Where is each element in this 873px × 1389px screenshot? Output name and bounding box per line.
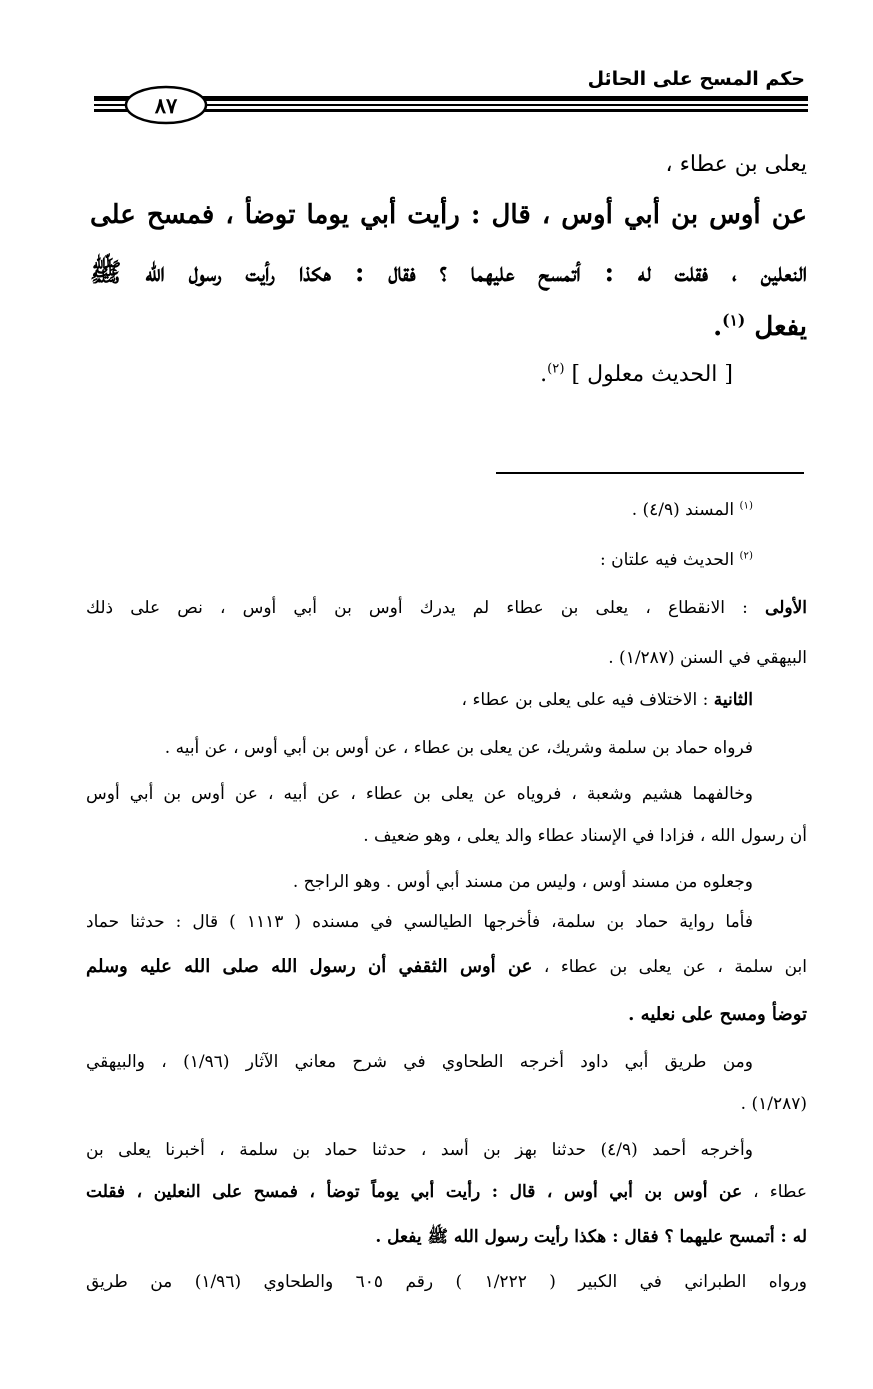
- footnote-2-text: الحديث فيه علتان :: [600, 550, 735, 570]
- footnote-line-3: [462, 690, 753, 710]
- footnote-line-1: [86, 598, 807, 618]
- page-number: ٨٧: [154, 92, 178, 118]
- footnote-line-9-bold: عن أوس الثقفي أن رسول الله صلى الله عليه وسلم: [86, 956, 533, 977]
- first-defect-label: الأولى: [765, 598, 808, 618]
- body-line-1: يعلى بن عطاء ،: [665, 152, 807, 177]
- footnote-line-11: ومن طريق أبي داود أخرجه الطحاوي في شرح معاني الآثار (١/٩٦) ، والبيهقي: [86, 1052, 754, 1072]
- footnote-line-3-text: : الاختلاف فيه على يعلى بن عطاء ،: [461, 690, 709, 710]
- footnote-line-4: فرواه حماد بن سلمة وشريك، عن يعلى بن عطاء ، عن أوس بن أبي أوس ، عن أبيه .: [164, 738, 753, 758]
- footnote-line-6: أن رسول الله ، فزادا في الإسناد عطاء والد يعلى ، وهو ضعيف .: [363, 826, 807, 846]
- footnote-line-14: [86, 1182, 807, 1202]
- footnote-line-9: [86, 956, 807, 977]
- footnote-ref-1: (١): [722, 310, 746, 330]
- body-line-4-text: يفعل: [754, 312, 807, 342]
- footnote-1: [632, 500, 753, 520]
- footnote-line-13: وأخرجه أحمد (٤/٩) حدثنا بهز بن أسد ، حدثنا حماد بن سلمة ، أخبرنا يعلى بن: [86, 1140, 753, 1160]
- footnote-ref-2: (٢): [547, 361, 565, 377]
- footnote-line-1-text: : الانقطاع ، يعلى بن عطاء لم يدرك أوس بن أبي أوس ، نص على ذلك: [86, 598, 748, 618]
- footnote-separator: [496, 472, 804, 474]
- hadith-verdict: [ الحديث معلول ]: [571, 362, 733, 387]
- footnote-line-5: وخالفهما هشيم وشعبة ، فروياه عن يعلى بن عطاء ، عن أبيه ، عن أوس بن أبي أوس: [86, 784, 753, 804]
- footnote-1-text: المسند (٤/٩) .: [631, 500, 735, 520]
- footnote-line-10-bold: توضأ ومسح على نعليه .: [628, 1004, 807, 1025]
- footnote-line-14-text: عطاء ،: [753, 1182, 807, 1202]
- footnote-line-14-bold: عن أوس بن أبي أوس ، قال : رأيت أبي يوماً توضأ ، فمسح على النعلين ، فقلت: [86, 1182, 743, 1202]
- second-defect-label: الثانية: [713, 690, 753, 710]
- footnote-line-12: (١/٢٨٧) .: [740, 1094, 807, 1114]
- running-header-title: حكم المسح على الحائل: [587, 68, 805, 90]
- footnote-line-9-text: ابن سلمة ، عن يعلى بن عطاء ،: [543, 957, 807, 977]
- body-line-2: عن أوس بن أبي أوس ، قال : رأيت أبي يوما توضأ ، فمسح على: [90, 200, 807, 230]
- footnote-line-15-bold: له : أتمسح عليهما ؟ فقال : هكذا رأيت رسول الله ﷺ يفعل .: [375, 1227, 807, 1247]
- body-line-3: النعلين ، فقلت له : أتمسح عليهما ؟ فقال : هكذا رأيت رسول الله ﷺ: [90, 258, 807, 288]
- footnote-2: [600, 550, 753, 570]
- footnote-line-10: [628, 1004, 807, 1025]
- footnote-2-marker: (٢): [739, 550, 753, 562]
- footnote-line-15: [375, 1226, 807, 1251]
- footnote-1-marker: (١): [739, 500, 753, 512]
- footnote-line-7: وجعلوه من مسند أوس ، وليس من مسند أبي أوس . وهو الراجح .: [292, 872, 753, 892]
- footnote-line-8: فأما رواية حماد بن سلمة، فأخرجها الطيالسي في مسنده ( ١١١٣ ) قال : حدثنا حماد: [86, 912, 753, 932]
- footnote-line-2: البيهقي في السنن (١/٢٨٧) .: [608, 648, 807, 668]
- body-line-4: يفعل $^{(١)}$.: [713, 310, 807, 342]
- footnote-line-16: ورواه الطبراني في الكبير ( ١/٢٢٢ ) رقم ٦٠٥ والطحاوي (١/٩٦) من طريق: [86, 1272, 808, 1292]
- body-line-5: [ الحديث معلول ] $^{(٢)}$.: [540, 361, 733, 387]
